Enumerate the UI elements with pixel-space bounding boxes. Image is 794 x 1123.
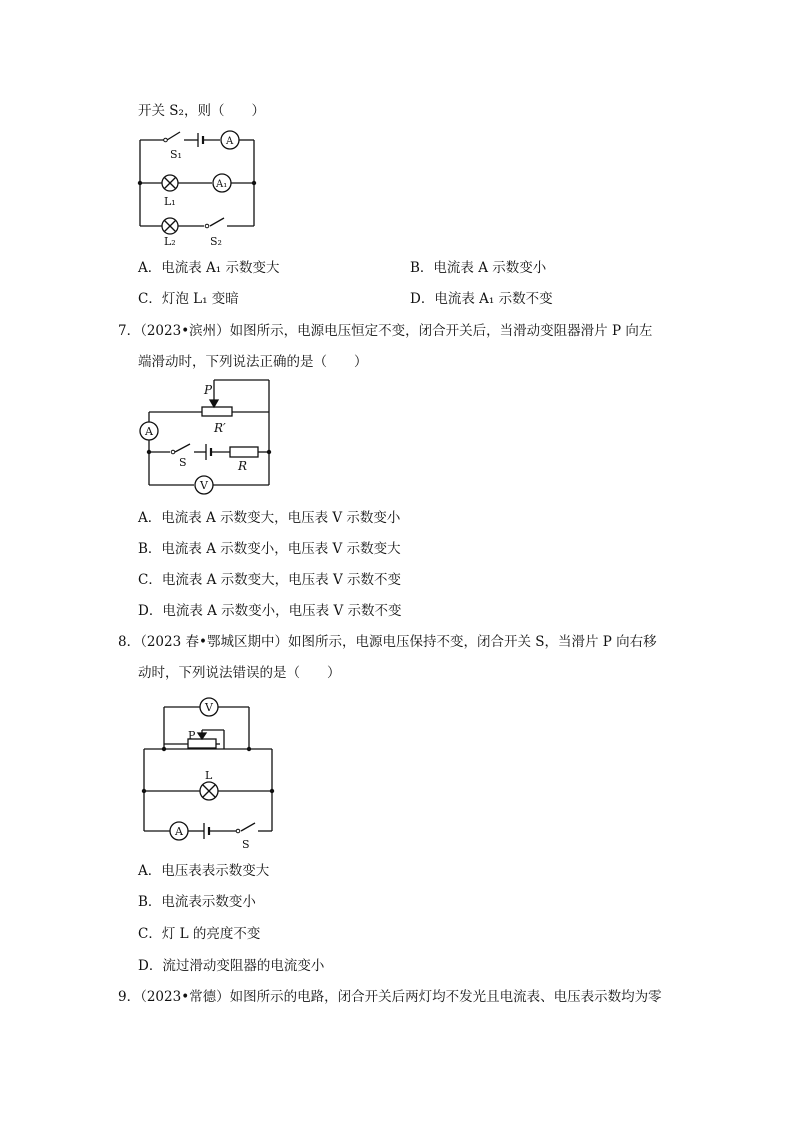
q7-label-s: S: [179, 456, 187, 469]
q7-label-p: P: [204, 383, 213, 397]
q8-option-b: B．电流表示数变小: [138, 894, 256, 910]
q8-label-a: A: [175, 825, 183, 838]
q7-label-r: R: [238, 459, 248, 473]
q7-label-rprime: R′: [214, 421, 226, 435]
q6-label-l1: L₁: [164, 195, 176, 208]
q7-stem-line2: 端滑动时，下列说法正确的是（ ）: [138, 354, 368, 370]
q8-label-s: S: [242, 838, 250, 850]
q9-stem-line1: 9．（2023•常德）如图所示的电路，闭合开关后两灯均不发光且电流表、电压表示数均为零: [118, 989, 662, 1005]
q8-circuit-diagram: [132, 690, 282, 850]
q6-label-s1: S₁: [170, 148, 182, 161]
q8-stem-line2: 动时，下列说法错误的是（ ）: [138, 665, 341, 681]
q6-option-b: B．电流表 A 示数变小: [410, 260, 547, 276]
q6-label-a1: A₁: [216, 179, 228, 190]
q8-option-a: A．电压表表示数变大: [138, 863, 270, 879]
q6-option-d: D．电流表 A₁ 示数不变: [410, 291, 553, 307]
q7-option-d: D．电流表 A 示数变小，电压表 V 示数不变: [138, 603, 402, 619]
q7-option-a: A．电流表 A 示数变大，电压表 V 示数变小: [138, 510, 401, 526]
q6-option-a: A．电流表 A₁ 示数变大: [138, 260, 280, 276]
q8-stem-line1: 8．（2023 春•鄂城区期中）如图所示，电源电压保持不变，闭合开关 S，当滑片 P 向右移: [118, 634, 657, 650]
q6-circuit-diagram: [132, 122, 282, 252]
q8-option-c: C．灯 L 的亮度不变: [138, 926, 261, 942]
q6-option-c: C．灯泡 L₁ 变暗: [138, 291, 239, 307]
q8-label-p: P: [188, 729, 196, 742]
q6-label-s2: S₂: [210, 235, 222, 248]
q7-stem-line1: 7．（2023•滨州）如图所示，电源电压恒定不变，闭合开关后，当滑动变阻器滑片 P 向左: [118, 323, 653, 339]
q6-label-l2: L₂: [164, 235, 176, 248]
q7-label-a: A: [145, 425, 153, 438]
q7-circuit-diagram: [132, 378, 282, 503]
q7-option-c: C．电流表 A 示数变大，电压表 V 示数不变: [138, 572, 401, 588]
q6-label-a: A: [226, 136, 234, 147]
q7-label-v: V: [200, 479, 208, 492]
q7-option-b: B．电流表 A 示数变小，电压表 V 示数变大: [138, 541, 401, 557]
q8-label-l: L: [205, 769, 213, 782]
q6-stem-tail: 开关 S₂，则（ ）: [138, 103, 265, 119]
q8-label-v: V: [205, 701, 213, 714]
q8-option-d: D．流过滑动变阻器的电流变小: [138, 958, 325, 974]
